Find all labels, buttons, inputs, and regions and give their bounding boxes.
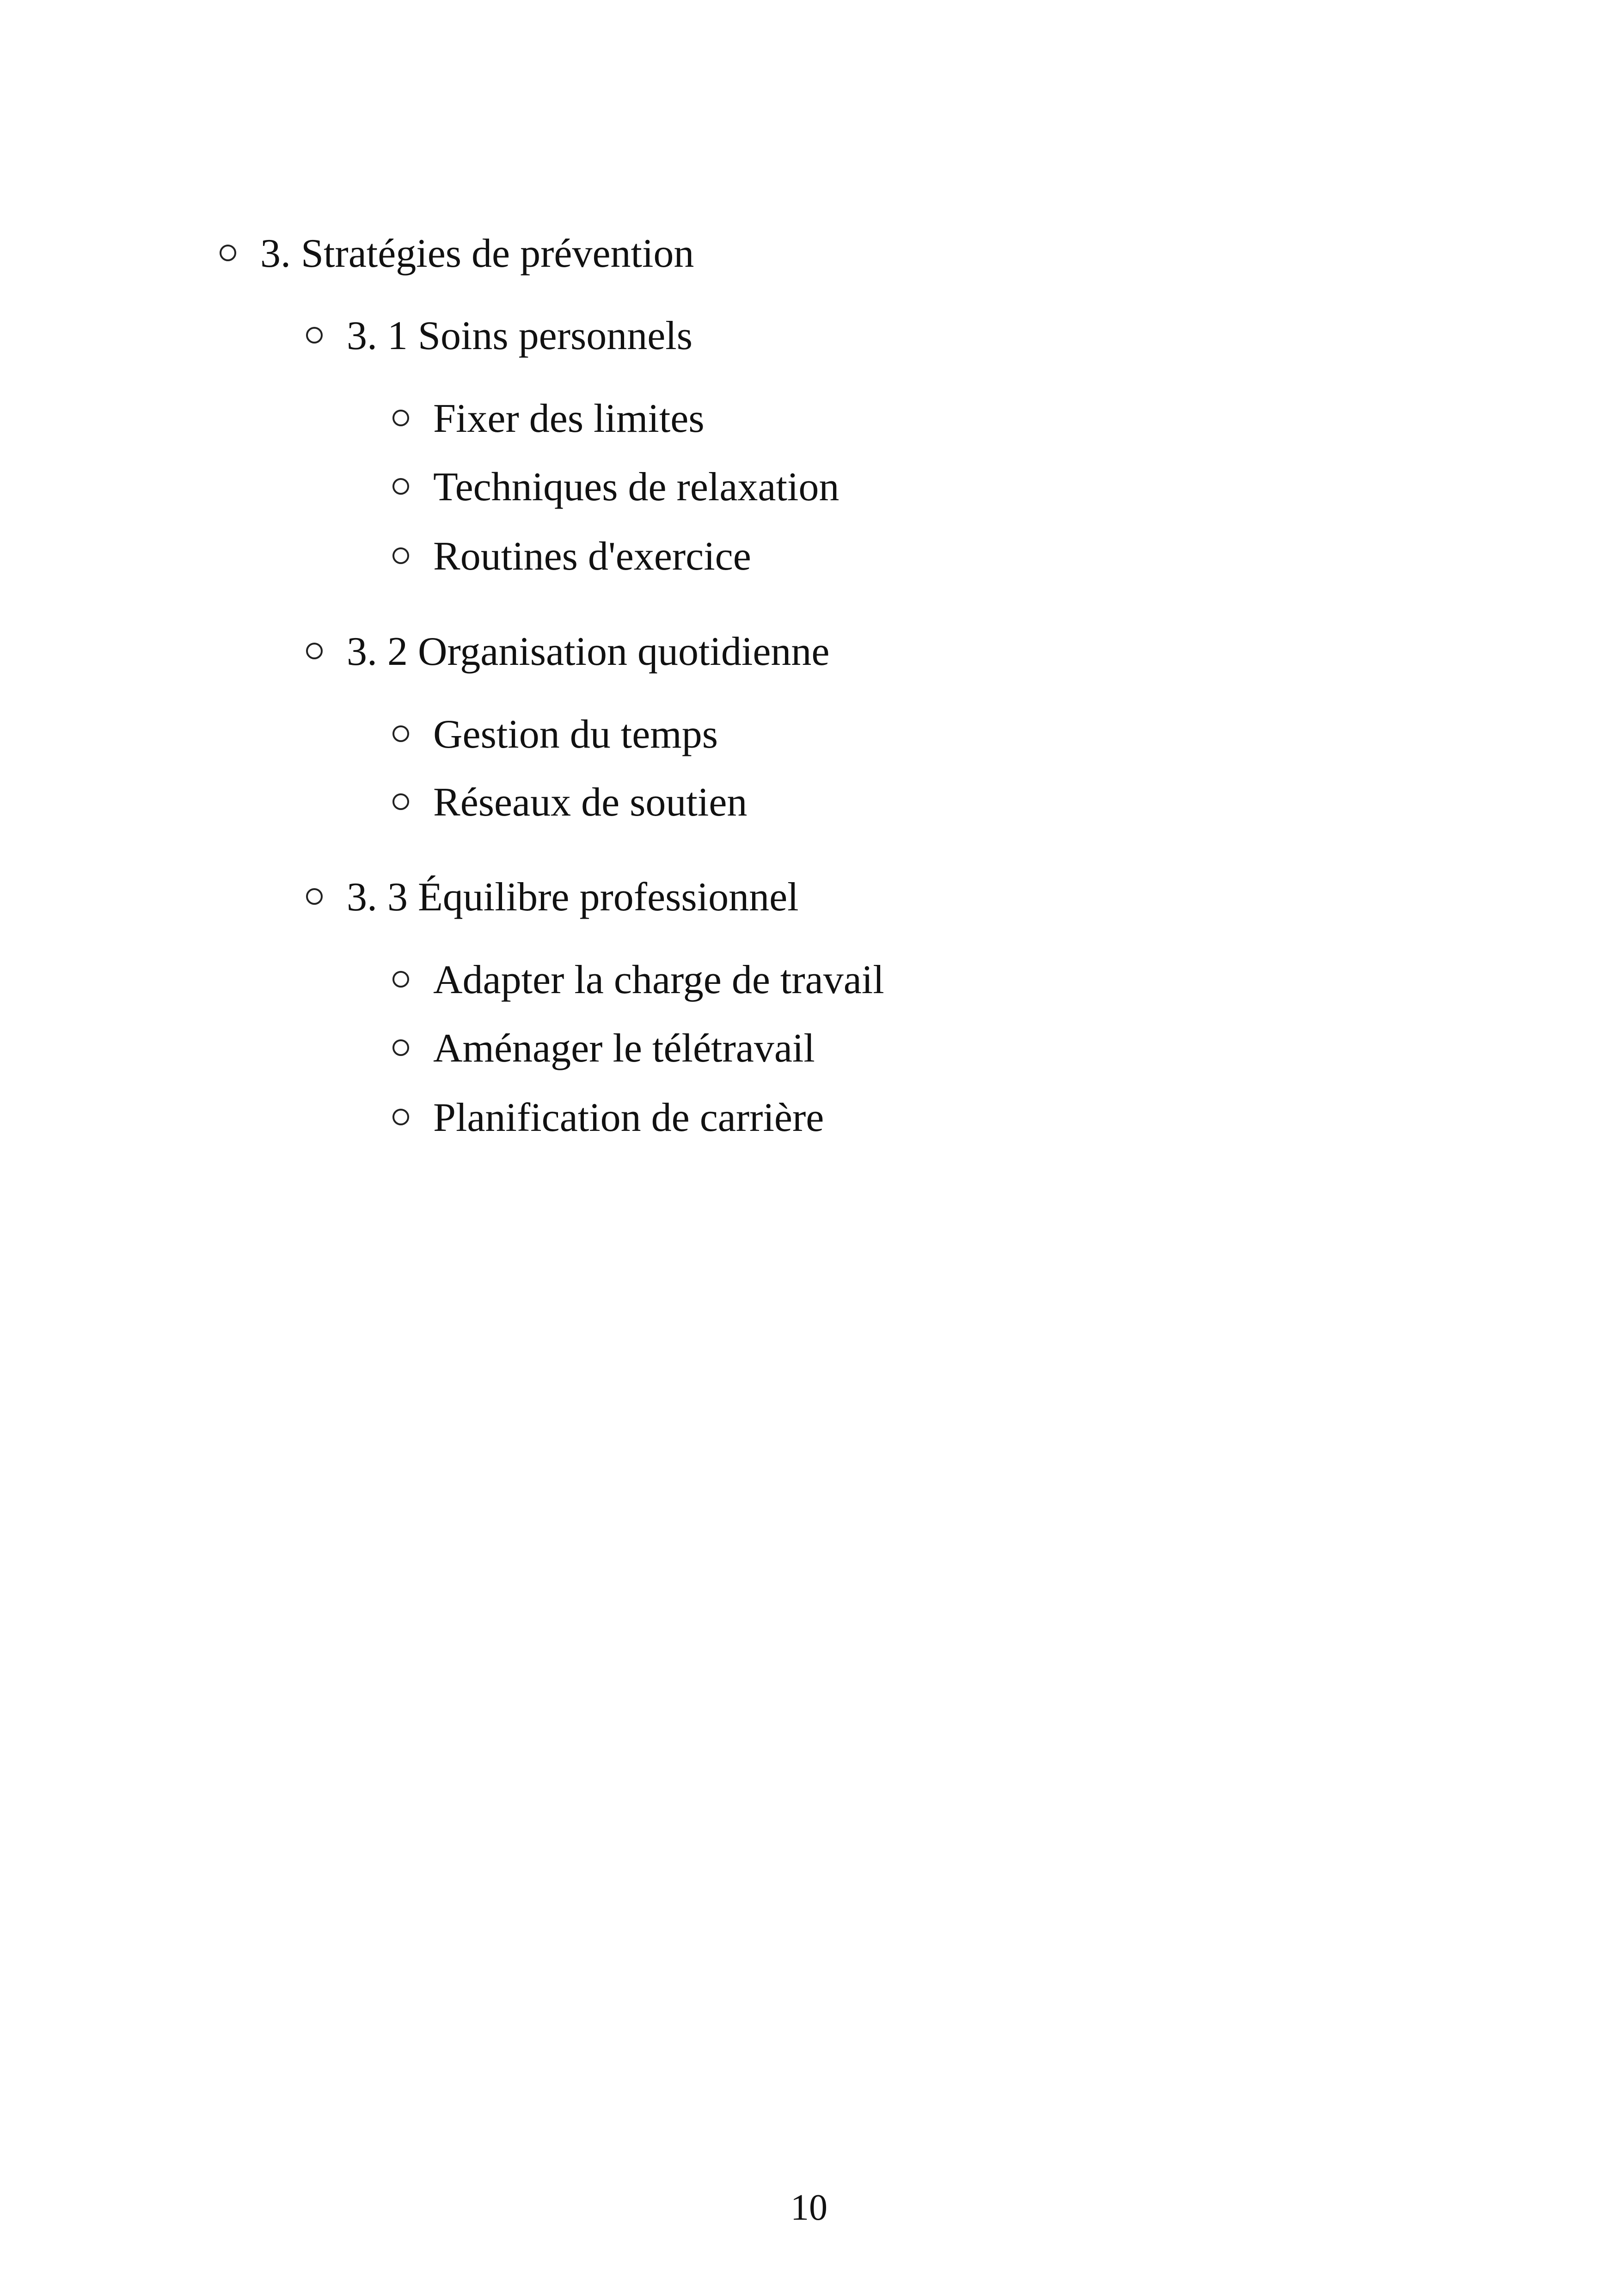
list-item-label: Planification de carrière: [433, 1095, 824, 1140]
hollow-circle-bullet-icon: [392, 971, 409, 988]
list-item-label: Gestion du temps: [433, 712, 718, 757]
list-item-label: Aménager le télétravail: [433, 1026, 815, 1071]
hollow-circle-bullet-icon: [306, 327, 323, 344]
hollow-circle-bullet-icon: [392, 1039, 409, 1056]
subsection-title: 3. 3 Équilibre professionnel: [347, 875, 799, 920]
hollow-circle-bullet-icon: [306, 643, 323, 659]
list-item-label: Fixer des limites: [433, 396, 705, 441]
hollow-circle-bullet-icon: [392, 478, 409, 495]
list-item-label: Réseaux de soutien: [433, 780, 748, 825]
list-item-label: Routines d'exercice: [433, 534, 751, 579]
hollow-circle-bullet-icon: [392, 410, 409, 426]
section-title: 3. Stratégies de prévention: [260, 231, 694, 276]
list-item-label: Adapter la charge de travail: [433, 958, 884, 1002]
hollow-circle-bullet-icon: [392, 725, 409, 742]
hollow-circle-bullet-icon: [392, 793, 409, 810]
subsection-title: 3. 2 Organisation quotidienne: [347, 629, 830, 674]
hollow-circle-bullet-icon: [392, 1109, 409, 1125]
hollow-circle-bullet-icon: [392, 547, 409, 564]
hollow-circle-bullet-icon: [306, 888, 323, 905]
list-item-label: Techniques de relaxation: [433, 465, 840, 510]
hollow-circle-bullet-icon: [220, 245, 236, 261]
page-number: 10: [791, 2187, 827, 2228]
subsection-title: 3. 1 Soins personnels: [347, 313, 693, 358]
